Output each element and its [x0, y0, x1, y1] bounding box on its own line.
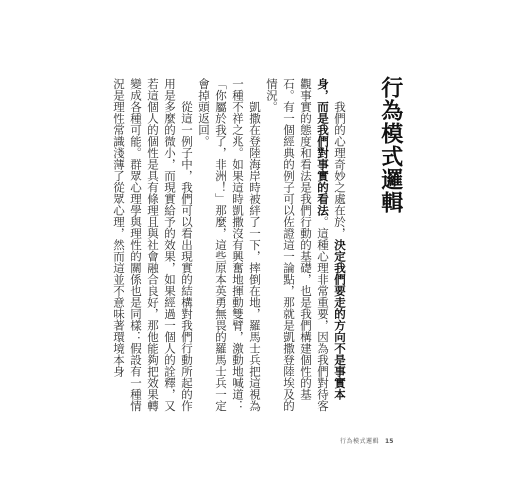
- paragraph-1: [263, 78, 348, 416]
- running-title: 行為模式邏輯: [340, 438, 380, 445]
- page-footer: [340, 436, 393, 445]
- page-number: 15: [385, 438, 394, 445]
- paragraph-1-emphasis: 決定我們要走的方向不是事實本身，而是我們對事實的看法: [316, 78, 347, 400]
- paragraph-2-text: 凱撒在登陸海岸時被絆了一下，摔倒在地，羅馬士兵把這視為一種不祥之兆。如果這時凱撒沒有興奮地揮動雙臂，激動地喊道：「你屬於我了，非洲！」那麼，這些原本英勇無畏的羅馬士兵一定會掉頭返回。: [197, 78, 262, 412]
- paragraph-3-text: 從這一例子中，我們可以看出現實的結構對我們行動所起的作用是多麼的微小，而現實給予的效果，如果經過一個人的詮釋，又若這個人的個性是具有條理且與社會融合良好，那他能夠把效果轉變成各種可能。群眾心理學與理性的關係也是同樣：假設有一種情況是理性常識淺薄了從眾心理，然而這並不意味著環境本身: [112, 78, 194, 412]
- paragraph-3: [110, 78, 195, 416]
- paragraph-1-text-cont: 。這種心理非常重要，因為我們對待客觀事實的態度和看法是我們行動的基礎，也是我們構建個性的基石。有一個經典的例子可以佐證這一論點，那就是凱撒登陸埃及的情況。: [265, 78, 330, 412]
- section-heading: 行為模式邏輯: [377, 76, 403, 214]
- body-text: [112, 78, 348, 416]
- paragraph-2: [195, 78, 263, 416]
- paragraph-1-text: 我們的心理奇妙之處在於，: [333, 101, 347, 239]
